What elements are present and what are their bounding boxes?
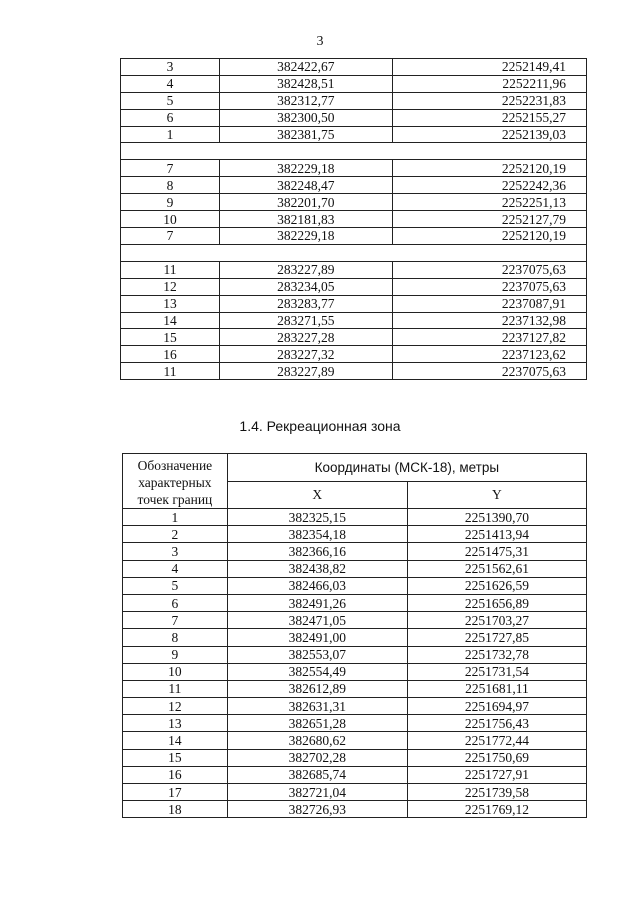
x-coordinate-cell: 382181,83 (219, 211, 392, 228)
x-coordinate-cell: 382229,18 (219, 160, 392, 177)
point-number-cell: 15 (121, 329, 220, 346)
table-row (123, 560, 587, 577)
x-coordinate-cell: 382685,74 (227, 766, 407, 783)
y-coordinate-cell: 2251727,91 (407, 766, 586, 783)
y-coordinate-cell: 2252242,36 (392, 177, 586, 194)
point-number-cell: 4 (121, 75, 220, 92)
point-number-cell: 5 (123, 577, 228, 594)
x-coordinate-cell: 382422,67 (219, 59, 392, 76)
point-number-cell: 16 (121, 346, 220, 363)
point-number-cell: 13 (123, 715, 228, 732)
x-coordinate-cell: 283283,77 (219, 295, 392, 312)
table-row (123, 526, 587, 543)
y-coordinate-cell: 2251756,43 (407, 715, 586, 732)
y-coordinate-cell: 2237127,82 (392, 329, 586, 346)
y-coordinate-cell: 2251739,58 (407, 784, 586, 801)
header-coordinates: Координаты (МСК-18), метры (227, 454, 586, 482)
header-line: Обозначение (137, 458, 213, 473)
x-coordinate-cell: 382651,28 (227, 715, 407, 732)
group-separator-row (121, 143, 587, 160)
y-coordinate-cell: 2251413,94 (407, 526, 586, 543)
page-number: 3 (316, 34, 324, 49)
point-number-cell: 3 (123, 543, 228, 560)
y-coordinate-cell: 2252231,83 (392, 92, 586, 109)
y-coordinate-cell: 2251681,11 (407, 680, 586, 697)
y-coordinate-cell: 2252127,79 (392, 211, 586, 228)
header-x: X (227, 481, 407, 509)
table-row (123, 577, 587, 594)
x-coordinate-cell: 382631,31 (227, 698, 407, 715)
x-coordinate-cell: 382248,47 (219, 177, 392, 194)
point-number-cell: 8 (123, 629, 228, 646)
y-coordinate-cell: 2251750,69 (407, 749, 586, 766)
table-row (123, 612, 587, 629)
point-number-cell: 8 (121, 177, 220, 194)
y-coordinate-cell: 2252251,13 (392, 194, 586, 211)
x-coordinate-cell: 382726,93 (227, 801, 407, 818)
table-row (121, 329, 587, 346)
point-number-cell: 9 (121, 194, 220, 211)
point-number-cell: 17 (123, 784, 228, 801)
point-number-cell: 16 (123, 766, 228, 783)
table-row (121, 295, 587, 312)
table-row (123, 663, 587, 680)
x-coordinate-cell: 382325,15 (227, 509, 407, 526)
point-number-cell: 11 (121, 363, 220, 380)
point-number-cell: 2 (123, 526, 228, 543)
point-number-cell: 11 (123, 680, 228, 697)
separator-cell (121, 244, 587, 261)
group-separator-row (121, 244, 587, 261)
point-number-cell: 10 (121, 211, 220, 228)
table-row (121, 346, 587, 363)
x-coordinate-cell: 382366,16 (227, 543, 407, 560)
table-row (121, 59, 587, 76)
y-coordinate-cell: 2237123,62 (392, 346, 586, 363)
y-coordinate-cell: 2251731,54 (407, 663, 586, 680)
x-coordinate-cell: 283227,32 (219, 346, 392, 363)
point-number-cell: 12 (123, 698, 228, 715)
x-coordinate-cell: 382680,62 (227, 732, 407, 749)
point-number-cell: 15 (123, 749, 228, 766)
table-row (123, 766, 587, 783)
point-number-cell: 7 (121, 160, 220, 177)
point-number-cell: 7 (123, 612, 228, 629)
table-row (121, 228, 587, 245)
y-coordinate-cell: 2251656,89 (407, 594, 586, 611)
table-row (121, 194, 587, 211)
x-coordinate-cell: 382612,89 (227, 680, 407, 697)
table-row (123, 749, 587, 766)
x-coordinate-cell: 283271,55 (219, 312, 392, 329)
x-coordinate-cell: 382554,49 (227, 663, 407, 680)
y-coordinate-cell: 2237132,98 (392, 312, 586, 329)
x-coordinate-cell: 382312,77 (219, 92, 392, 109)
x-coordinate-cell: 382381,75 (219, 126, 392, 143)
x-coordinate-cell: 382438,82 (227, 560, 407, 577)
x-coordinate-cell: 382553,07 (227, 646, 407, 663)
table-row (121, 126, 587, 143)
point-number-cell: 18 (123, 801, 228, 818)
x-coordinate-cell: 382471,05 (227, 612, 407, 629)
point-number-cell: 4 (123, 560, 228, 577)
table-row (123, 715, 587, 732)
x-coordinate-cell: 382229,18 (219, 228, 392, 245)
x-coordinate-cell: 283227,28 (219, 329, 392, 346)
y-coordinate-cell: 2251727,85 (407, 629, 586, 646)
point-number-cell: 5 (121, 92, 220, 109)
y-coordinate-cell: 2237075,63 (392, 261, 586, 278)
table-row (123, 629, 587, 646)
point-number-cell: 14 (123, 732, 228, 749)
point-number-cell: 11 (121, 261, 220, 278)
y-coordinate-cell: 2251626,59 (407, 577, 586, 594)
x-coordinate-cell: 382300,50 (219, 109, 392, 126)
header-line: характерных (138, 475, 212, 490)
point-number-cell: 1 (121, 126, 220, 143)
y-coordinate-cell: 2251732,78 (407, 646, 586, 663)
x-coordinate-cell: 382201,70 (219, 194, 392, 211)
table-row (123, 594, 587, 611)
table-row (121, 177, 587, 194)
y-coordinate-cell: 2251694,97 (407, 698, 586, 715)
table-row (121, 278, 587, 295)
point-number-cell: 14 (121, 312, 220, 329)
y-coordinate-cell: 2237087,91 (392, 295, 586, 312)
header-line: точек границ (137, 492, 213, 507)
table-row (123, 801, 587, 818)
y-coordinate-cell: 2252139,03 (392, 126, 586, 143)
point-number-cell: 3 (121, 59, 220, 76)
y-coordinate-cell: 2252155,27 (392, 109, 586, 126)
x-coordinate-cell: 382466,03 (227, 577, 407, 594)
x-coordinate-cell: 382702,28 (227, 749, 407, 766)
table-row (123, 784, 587, 801)
point-number-cell: 10 (123, 663, 228, 680)
x-coordinate-cell: 382721,04 (227, 784, 407, 801)
header-point-designation (123, 454, 228, 509)
point-number-cell: 13 (121, 295, 220, 312)
y-coordinate-cell: 2251769,12 (407, 801, 586, 818)
x-coordinate-cell: 283227,89 (219, 363, 392, 380)
x-coordinate-cell: 283227,89 (219, 261, 392, 278)
y-coordinate-cell: 2252211,96 (392, 75, 586, 92)
y-coordinate-cell: 2251703,27 (407, 612, 586, 629)
y-coordinate-cell: 2251390,70 (407, 509, 586, 526)
table-row (121, 92, 587, 109)
x-coordinate-cell: 382428,51 (219, 75, 392, 92)
y-coordinate-cell: 2252120,19 (392, 160, 586, 177)
x-coordinate-cell: 382491,00 (227, 629, 407, 646)
table-header-row (123, 454, 587, 482)
x-coordinate-cell: 283234,05 (219, 278, 392, 295)
table-row (123, 732, 587, 749)
table-row (121, 363, 587, 380)
point-number-cell: 6 (121, 109, 220, 126)
recreational-zone-table (122, 453, 587, 818)
point-number-cell: 12 (121, 278, 220, 295)
table-row (121, 109, 587, 126)
section-title: 1.4. Рекреационная зона (239, 418, 401, 434)
coordinates-table-continued (120, 58, 587, 380)
table-row (123, 509, 587, 526)
table-row (123, 698, 587, 715)
table-row (123, 680, 587, 697)
point-number-cell: 1 (123, 509, 228, 526)
table-row (121, 211, 587, 228)
y-coordinate-cell: 2252120,19 (392, 228, 586, 245)
point-number-cell: 7 (121, 228, 220, 245)
table-row (121, 312, 587, 329)
header-y: Y (407, 481, 586, 509)
y-coordinate-cell: 2251772,44 (407, 732, 586, 749)
y-coordinate-cell: 2251562,61 (407, 560, 586, 577)
separator-cell (121, 143, 587, 160)
y-coordinate-cell: 2237075,63 (392, 278, 586, 295)
table-row (121, 160, 587, 177)
x-coordinate-cell: 382491,26 (227, 594, 407, 611)
x-coordinate-cell: 382354,18 (227, 526, 407, 543)
y-coordinate-cell: 2237075,63 (392, 363, 586, 380)
point-number-cell: 9 (123, 646, 228, 663)
y-coordinate-cell: 2252149,41 (392, 59, 586, 76)
table-row (123, 646, 587, 663)
table-row (123, 543, 587, 560)
y-coordinate-cell: 2251475,31 (407, 543, 586, 560)
point-number-cell: 6 (123, 594, 228, 611)
table-row (121, 261, 587, 278)
table-row (121, 75, 587, 92)
